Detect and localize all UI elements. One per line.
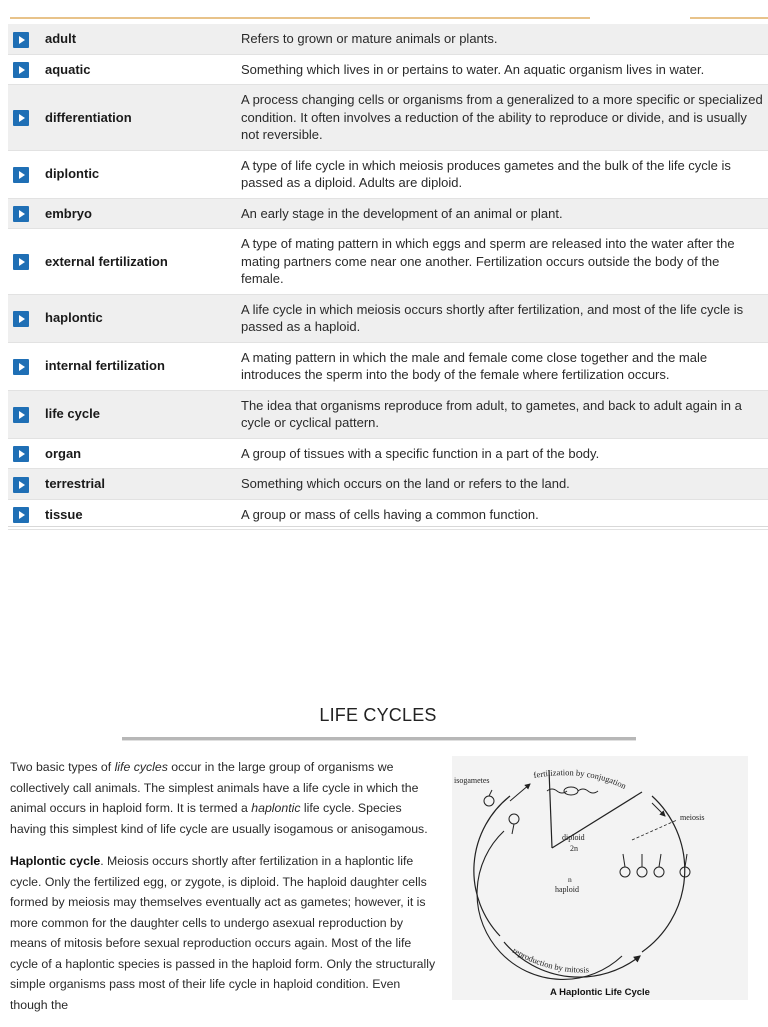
glossary-term: external fertilization — [44, 229, 237, 295]
header-rule — [10, 17, 590, 19]
glossary-row — [8, 229, 768, 295]
glossary-term: diplontic — [44, 150, 237, 198]
glossary-definition: An early stage in the development of an animal or plant. — [237, 198, 768, 229]
header-rule-right — [690, 17, 768, 19]
glossary-definition: A group or mass of cells having a common function. — [237, 499, 768, 530]
label-reproduction: reproduction by mitosis — [511, 945, 590, 975]
play-audio-icon[interactable] — [13, 167, 29, 183]
label-n: n — [568, 875, 572, 884]
arrow-to-fertilization — [510, 784, 530, 801]
glossary-row — [8, 499, 768, 530]
glossary-definition: A type of life cycle in which meiosis produces gametes and the bulk of the life cycle is passed as a diploid. Adults are diploid. — [237, 150, 768, 198]
glossary-term: differentiation — [44, 85, 237, 151]
glossary-bottom-rule — [8, 526, 768, 527]
label-meiosis: meiosis — [680, 813, 705, 822]
glossary-definition: A type of mating pattern in which eggs and sperm are released into the water after the mating partners come near one another. Fertilization occurs outside the body of the female. — [237, 229, 768, 295]
play-audio-icon[interactable] — [13, 62, 29, 78]
glossary-row — [8, 150, 768, 198]
glossary-term: embryo — [44, 198, 237, 229]
paragraph-intro: Two basic types of life cycles occur in the large group of organisms we collectively call animals. The simplest animals have a life cycle in which the animal occurs in haploid form. It is termed a haplontic life cycle. Species having this simplest kind of life cycle are usually isogamous or anisogamous. — [10, 760, 428, 836]
glossary-definition: A process changing cells or organisms from a generalized to a more specific or specialized condition. It often involves a reduction of the ability to reproduce or divide, and is usually not reversible. — [237, 85, 768, 151]
glossary-definition: Something which lives in or pertains to water. An aquatic organism lives in water. — [237, 54, 768, 85]
glossary-row — [8, 294, 768, 342]
glossary-row — [8, 54, 768, 85]
glossary-term: tissue — [44, 499, 237, 530]
play-audio-icon[interactable] — [13, 477, 29, 493]
label-2n: 2n — [570, 844, 578, 853]
life-cycle-diagram — [452, 756, 748, 1000]
section-title-rule — [122, 737, 636, 741]
arrow-fertilization-right — [652, 803, 665, 816]
glossary-row — [8, 469, 768, 500]
glossary-row — [8, 24, 768, 54]
label-haploid: haploid — [555, 885, 579, 894]
article-body — [10, 757, 438, 1027]
inner-arc — [477, 831, 622, 979]
term-life-cycles: life cycles — [114, 760, 168, 774]
glossary-term: terrestrial — [44, 469, 237, 500]
play-audio-icon[interactable] — [13, 311, 29, 327]
glossary-row — [8, 438, 768, 469]
glossary-term: aquatic — [44, 54, 237, 85]
play-audio-icon[interactable] — [13, 254, 29, 270]
glossary-term: internal fertilization — [44, 342, 237, 390]
label-diploid: diploid — [562, 833, 585, 842]
glossary-term: haplontic — [44, 294, 237, 342]
glossary-table — [8, 24, 768, 530]
paragraph-lead: Haplontic cycle — [10, 854, 101, 868]
glossary-definition: Something which occurs on the land or refers to the land. — [237, 469, 768, 500]
glossary-row — [8, 342, 768, 390]
glossary-term: adult — [44, 24, 237, 54]
glossary-term: life cycle — [44, 390, 237, 438]
paragraph-haplontic-cycle: Haplontic cycle. Meiosis occurs shortly after fertilization in a haplontic life cycle. Only the fertilized egg, or zygote, is diploid. The haploid daughter cells formed by meiosis may themselves eventually act as gametes; however, it is more common for the daughter cells to undergo asexual reproduction by means of mitosis before sexual reproduction occurs again. Most of the life cycle of a haplontic species is passed in the haploid form. Only the structurally simple organisms pass most of their life cycle in haploid condition. Even though the — [10, 854, 436, 1012]
glossary-row — [8, 198, 768, 229]
figure-caption: A Haplontic Life Cycle — [550, 987, 650, 998]
term-haplontic: haplontic — [251, 801, 301, 815]
glossary-definition: The idea that organisms reproduce from adult, to gametes, and back to adult again in a cycle or cyclical pattern. — [237, 390, 768, 438]
play-audio-icon[interactable] — [13, 110, 29, 126]
play-audio-icon[interactable] — [13, 507, 29, 523]
glossary-row — [8, 390, 768, 438]
glossary-definition: Refers to grown or mature animals or plants. — [237, 24, 768, 54]
haplontic-life-cycle-figure — [452, 756, 748, 1000]
play-audio-icon[interactable] — [13, 407, 29, 423]
section-title: LIFE CYCLES — [319, 705, 437, 725]
play-audio-icon[interactable] — [13, 446, 29, 462]
glossary-term: organ — [44, 438, 237, 469]
play-audio-icon[interactable] — [13, 359, 29, 375]
label-fertilization: fertilization by conjugation — [532, 767, 628, 791]
glossary-definition: A life cycle in which meiosis occurs shortly after fertilization, and most of the life cycle is passed as a haploid. — [237, 294, 768, 342]
glossary-definition: A mating pattern in which the male and female come close together and the male introduces the sperm into the body of the female where fertilization occurs. — [237, 342, 768, 390]
label-isogametes: isogametes — [454, 776, 490, 785]
glossary-definition: A group of tissues with a specific function in a part of the body. — [237, 438, 768, 469]
play-audio-icon[interactable] — [13, 206, 29, 222]
glossary-row — [8, 85, 768, 151]
play-audio-icon[interactable] — [13, 32, 29, 48]
